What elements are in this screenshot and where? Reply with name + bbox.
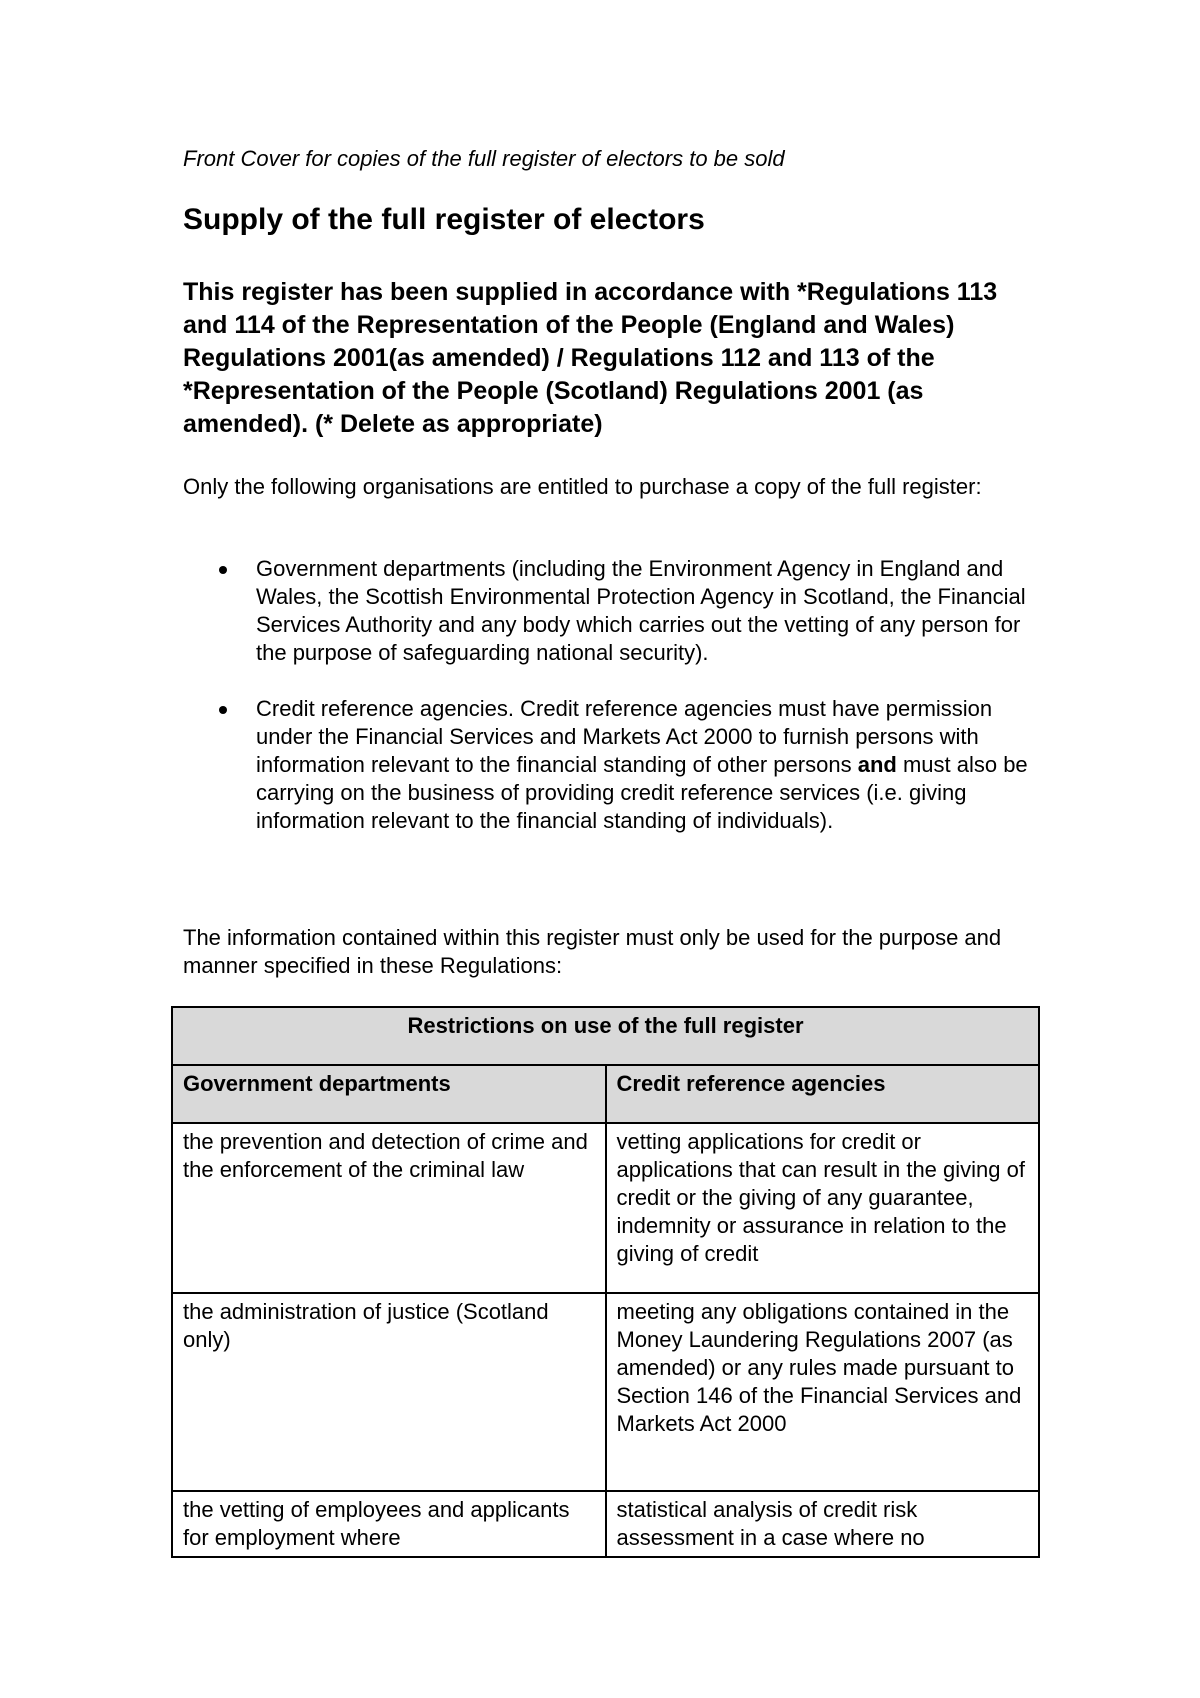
- table-title-row: [172, 1007, 1039, 1065]
- list-item-text-before: Credit reference agencies. Credit reference agencies must have permission under the Financial Services and Markets Act 2000 to furnish persons with information relevant to the financial standing of other persons: [256, 696, 993, 777]
- cell-text: the vetting of employees and applicants for employment where: [183, 1497, 570, 1550]
- bullet-icon: [219, 566, 227, 574]
- list-item-government-departments: [183, 555, 1043, 667]
- regulations-intro: This register has been supplied in accordance with *Regulations 113 and 114 of the Representation of the People (England and Wales) Regulations 2001(as amended) / Regulations 112 and 113 of the *Representation of the People (Scotland) Regulations 2001 (as amended). (* Delete as appropriate): [183, 278, 998, 438]
- page-title: Supply of the full register of electors: [183, 203, 705, 236]
- table-cell-credit: [606, 1491, 1040, 1557]
- table-cell-credit: vetting applications for credit or applications that can result in the giving of credit or the giving of any guarantee, indemnity or assurance in relation to the giving of credit: [606, 1123, 1040, 1293]
- list-item-text-after: must also be carrying on the business of providing credit reference services (i.e. giving information relevant to the financial standing of individuals).: [256, 752, 1028, 833]
- cover-note: Front Cover for copies of the full register of electors to be sold: [183, 146, 785, 171]
- bullet-icon: [219, 706, 227, 714]
- table-title: Restrictions on use of the full register: [172, 1007, 1039, 1065]
- table-row: [172, 1123, 1039, 1293]
- table-cell-credit: meeting any obligations contained in the Money Laundering Regulations 2007 (as amended) or any rules made pursuant to Section 146 of the Financial Services and Markets Act 2000: [606, 1293, 1040, 1491]
- column-header-government: Government departments: [172, 1065, 606, 1123]
- list-item-text: Government departments (including the Environment Agency in England and Wales, the Scottish Environmental Protection Agency in Scotland, the Financial Services Authority and any body which carries out the vetting of any person for the purpose of safeguarding national security).: [256, 556, 1026, 665]
- restrictions-table: [171, 1006, 1040, 1558]
- cell-text: statistical analysis of credit risk assessment in a case where no: [616, 1497, 925, 1550]
- list-item-text-bold: and: [857, 752, 897, 777]
- column-header-credit: Credit reference agencies: [606, 1065, 1040, 1123]
- table-cell-government: the administration of justice (Scotland only): [172, 1293, 606, 1491]
- entitled-organisations-paragraph: Only the following organisations are entitled to purchase a copy of the full register:: [183, 474, 982, 499]
- list-item-credit-reference-agencies: [183, 695, 1043, 835]
- table-header-row: [172, 1065, 1039, 1123]
- table-row: [172, 1491, 1039, 1557]
- table-cell-government: [172, 1491, 606, 1557]
- entitled-organisations-list: [183, 555, 1043, 863]
- table-row: [172, 1293, 1039, 1491]
- usage-paragraph: The information contained within this register must only be used for the purpose and manner specified in these Regulations:: [183, 925, 1002, 978]
- table-cell-government: the prevention and detection of crime and the enforcement of the criminal law: [172, 1123, 606, 1293]
